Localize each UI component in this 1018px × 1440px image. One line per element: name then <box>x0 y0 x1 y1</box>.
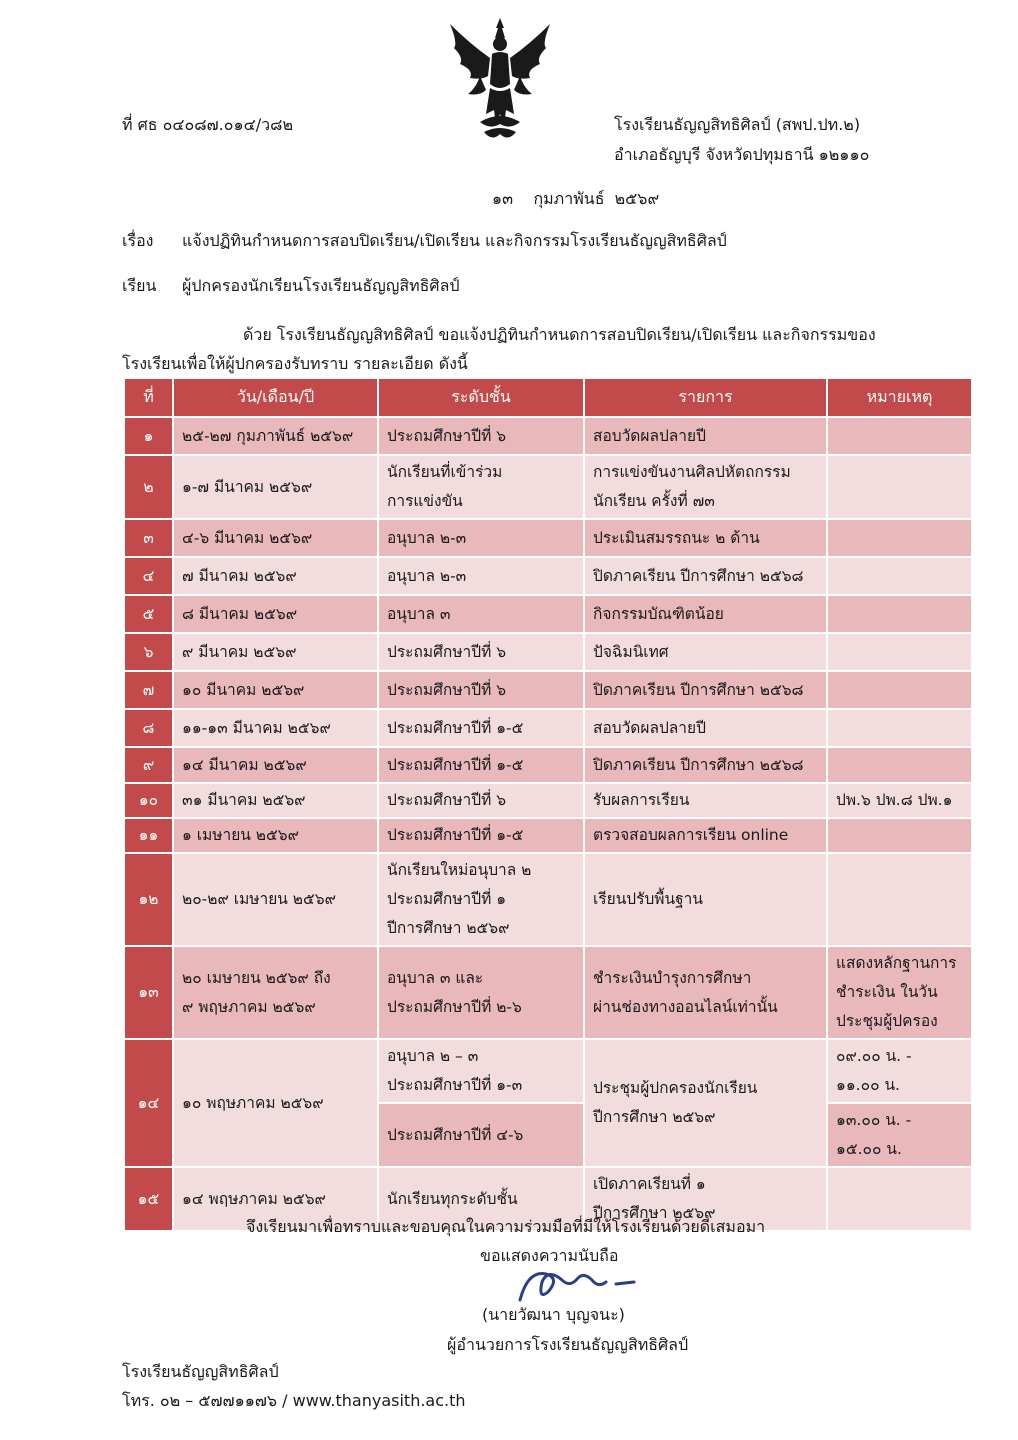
row-note <box>827 709 972 747</box>
row-level: ประถมศึกษาปีที่ ๔-๖ <box>378 1103 584 1167</box>
document-date: ๑๓ กุมภาพันธ์ ๒๕๖๙ <box>492 189 660 208</box>
row-date: ๑๐ พฤษภาคม ๒๕๖๙ <box>173 1039 378 1167</box>
row-item: เรียนปรับพื้นฐาน <box>584 853 827 946</box>
recipient-label: เรียน <box>122 276 157 295</box>
row-note <box>827 818 972 853</box>
row-number: ๕ <box>124 595 173 633</box>
subject-label: เรื่อง <box>122 231 154 250</box>
row-date: ๗ มีนาคม ๒๕๖๙ <box>173 557 378 595</box>
school-address: อำเภอธัญบุรี จังหวัดปทุมธานี ๑๒๑๑๐ <box>614 145 870 164</box>
signer-name: (นายวัฒนา บุญจนะ) <box>482 1305 625 1324</box>
table-row <box>124 747 972 783</box>
table-row <box>124 519 972 557</box>
row-date: ๒๕-๒๗ กุมภาพันธ์ ๒๕๖๙ <box>173 417 378 455</box>
table-row <box>124 671 972 709</box>
row-level: ประถมศึกษาปีที่ ๑-๕ <box>378 818 584 853</box>
row-item: ปิดภาคเรียน ปีการศึกษา ๒๕๖๘ <box>584 671 827 709</box>
row-note: ๐๙.๐๐ น. - ๑๑.๐๐ น. <box>827 1039 972 1103</box>
table-row <box>124 455 972 519</box>
table-row <box>124 417 972 455</box>
table-header-row <box>124 378 972 417</box>
subject-text: แจ้งปฏิทินกำหนดการสอบปิดเรียน/เปิดเรียน และกิจกรรมโรงเรียนธัญญสิทธิศิลป์ <box>182 231 727 250</box>
body-line-2: โรงเรียนเพื่อให้ผู้ปกครองรับทราบ รายละเอียด ดังนี้ <box>122 354 468 373</box>
footer-contact: โทร. ๐๒ – ๕๗๗๑๑๗๖ / www.thanyasith.ac.th <box>122 1391 466 1410</box>
row-item: ตรวจสอบผลการเรียน online <box>584 818 827 853</box>
row-item: รับผลการเรียน <box>584 783 827 818</box>
table-row <box>124 946 972 1039</box>
row-item: ประเมินสมรรถนะ ๒ ด้าน <box>584 519 827 557</box>
row-item: ชำระเงินบำรุงการศึกษา ผ่านช่องทางออนไลน์เท่านั้น <box>584 946 827 1039</box>
row-item: ประชุมผู้ปกครองนักเรียน ปีการศึกษา ๒๕๖๙ <box>584 1039 827 1167</box>
row-level: อนุบาล ๒-๓ <box>378 519 584 557</box>
closing-line: จึงเรียนมาเพื่อทราบและขอบคุณในความร่วมมือที่มีให้โรงเรียนด้วยดีเสมอมา <box>246 1217 766 1236</box>
row-number: ๑๔ <box>124 1039 173 1167</box>
closing-regards: ขอแสดงความนับถือ <box>480 1246 619 1265</box>
row-level: นักเรียนที่เข้าร่วม การแข่งขัน <box>378 455 584 519</box>
row-level: นักเรียนทุกระดับชั้น <box>378 1167 584 1231</box>
row-level: อนุบาล ๒-๓ <box>378 557 584 595</box>
row-note <box>827 595 972 633</box>
row-item: สอบวัดผลปลายปี <box>584 417 827 455</box>
row-date: ๑-๗ มีนาคม ๒๕๖๙ <box>173 455 378 519</box>
row-level: อนุบาล ๓ <box>378 595 584 633</box>
row-item: การแข่งขันงานศิลปหัตถกรรม นักเรียน ครั้งที่ ๗๓ <box>584 455 827 519</box>
row-note <box>827 455 972 519</box>
signer-title: ผู้อำนวยการโรงเรียนธัญญสิทธิศิลป์ <box>447 1335 689 1354</box>
table-row <box>124 818 972 853</box>
row-date: ๒๐-๒๙ เมษายน ๒๕๖๙ <box>173 853 378 946</box>
row-number: ๖ <box>124 633 173 671</box>
garuda-emblem-icon <box>440 14 560 150</box>
row-level: ประถมศึกษาปีที่ ๑-๕ <box>378 747 584 783</box>
row-note <box>827 519 972 557</box>
row-number: ๓ <box>124 519 173 557</box>
row-item: เปิดภาคเรียนที่ ๑ ปีการศึกษา ๒๕๖๙ <box>584 1167 827 1231</box>
row-level: อนุบาล ๓ และ ประถมศึกษาปีที่ ๒-๖ <box>378 946 584 1039</box>
row-date: ๑๔ พฤษภาคม ๒๕๖๙ <box>173 1167 378 1231</box>
body-line-1: ด้วย โรงเรียนธัญญสิทธิศิลป์ ขอแจ้งปฏิทินกำหนดการสอบปิดเรียน/เปิดเรียน และกิจกรรมของ <box>243 325 876 344</box>
table-row <box>124 853 972 946</box>
row-date: ๔-๖ มีนาคม ๒๕๖๙ <box>173 519 378 557</box>
header-date: วัน/เดือน/ปี <box>173 378 378 417</box>
schedule-table <box>123 377 973 1232</box>
row-level: นักเรียนใหม่อนุบาล ๒ ประถมศึกษาปีที่ ๑ ปีการศึกษา ๒๕๖๙ <box>378 853 584 946</box>
row-item: ปิดภาคเรียน ปีการศึกษา ๒๕๖๘ <box>584 557 827 595</box>
row-note <box>827 671 972 709</box>
table-row <box>124 633 972 671</box>
row-note <box>827 853 972 946</box>
row-level: ประถมศึกษาปีที่ ๖ <box>378 417 584 455</box>
row-number: ๑๒ <box>124 853 173 946</box>
row-date: ๙ มีนาคม ๒๕๖๙ <box>173 633 378 671</box>
row-date: ๑๑-๑๓ มีนาคม ๒๕๖๙ <box>173 709 378 747</box>
reference-number: ที่ ศธ ๐๔๐๘๗.๐๑๔/ว๘๒ <box>122 115 294 134</box>
recipient-text: ผู้ปกครองนักเรียนโรงเรียนธัญญสิทธิศิลป์ <box>182 276 460 295</box>
row-level: ประถมศึกษาปีที่ ๖ <box>378 633 584 671</box>
school-name: โรงเรียนธัญญสิทธิศิลป์ (สพป.ปท.๒) <box>614 115 861 134</box>
row-item: ปัจฉิมนิเทศ <box>584 633 827 671</box>
row-date: ๒๐ เมษายน ๒๕๖๙ ถึง ๙ พฤษภาคม ๒๕๖๙ <box>173 946 378 1039</box>
row-number: ๗ <box>124 671 173 709</box>
table-row <box>124 595 972 633</box>
row-date: ๓๑ มีนาคม ๒๕๖๙ <box>173 783 378 818</box>
row-number: ๑๐ <box>124 783 173 818</box>
row-item: กิจกรรมบัณฑิตน้อย <box>584 595 827 633</box>
footer-school: โรงเรียนธัญญสิทธิศิลป์ <box>122 1362 279 1381</box>
row-date: ๑ เมษายน ๒๕๖๙ <box>173 818 378 853</box>
row-level: ประถมศึกษาปีที่ ๖ <box>378 671 584 709</box>
row-number: ๑ <box>124 417 173 455</box>
row-note: ๑๓.๐๐ น. - ๑๕.๐๐ น. <box>827 1103 972 1167</box>
row-number: ๘ <box>124 709 173 747</box>
row-number: ๑๕ <box>124 1167 173 1231</box>
row-note <box>827 747 972 783</box>
row-level: ประถมศึกษาปีที่ ๖ <box>378 783 584 818</box>
row-number: ๔ <box>124 557 173 595</box>
header-no: ที่ <box>124 378 173 417</box>
table-row <box>124 783 972 818</box>
row-note <box>827 1167 972 1231</box>
header-note: หมายเหตุ <box>827 378 972 417</box>
table-row <box>124 709 972 747</box>
row-item: สอบวัดผลปลายปี <box>584 709 827 747</box>
row-level: อนุบาล ๒ – ๓ ประถมศึกษาปีที่ ๑-๓ <box>378 1039 584 1103</box>
row-date: ๑๐ มีนาคม ๒๕๖๙ <box>173 671 378 709</box>
row-date: ๑๔ มีนาคม ๒๕๖๙ <box>173 747 378 783</box>
row-note <box>827 557 972 595</box>
header-level: ระดับชั้น <box>378 378 584 417</box>
row-level: ประถมศึกษาปีที่ ๑-๕ <box>378 709 584 747</box>
row-date: ๘ มีนาคม ๒๕๖๙ <box>173 595 378 633</box>
row-note: แสดงหลักฐานการ ชำระเงิน ในวัน ประชุมผู้ปครอง <box>827 946 972 1039</box>
row-note <box>827 633 972 671</box>
row-note: ปพ.๖ ปพ.๘ ปพ.๑ <box>827 783 972 818</box>
header-item: รายการ <box>584 378 827 417</box>
table-row <box>124 1039 972 1103</box>
row-number: ๑๑ <box>124 818 173 853</box>
row-note <box>827 417 972 455</box>
row-number: ๒ <box>124 455 173 519</box>
table-row <box>124 557 972 595</box>
row-item: ปิดภาคเรียน ปีการศึกษา ๒๕๖๘ <box>584 747 827 783</box>
row-number: ๑๓ <box>124 946 173 1039</box>
row-number: ๙ <box>124 747 173 783</box>
